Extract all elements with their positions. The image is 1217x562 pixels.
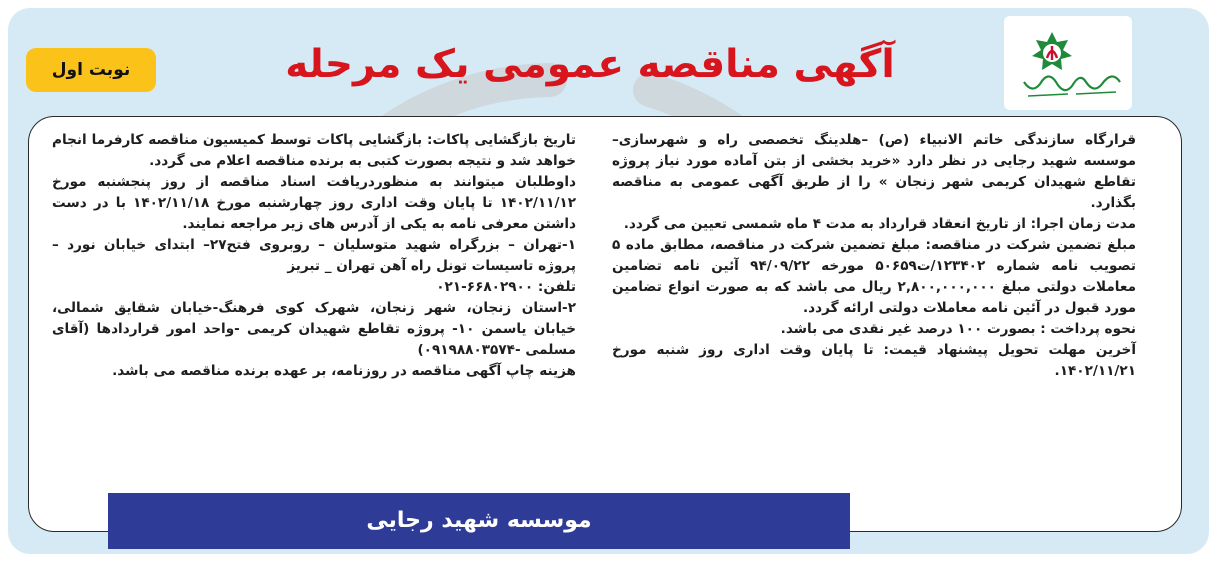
paragraph-printing-cost: هزینه چاپ آگهی مناقصه در روزنامه، بر عهده برنده مناقصه می باشد. (112, 363, 576, 379)
paragraph-address-zanjan: ۲-استان زنجان، شهر زنجان، شهرک کوی فرهنگ-خیابان شقایق شمالی، خیابان یاسمن ۱۰- پروژه تقاطع شهیدان کریمی -واحد امور قراردادها (آقای مسلمی -۰۹۱۹۸۸۰۳۵۷۴) (52, 300, 576, 358)
paragraph-address-tehran: ۱-تهران – بزرگراه شهید متوسلیان – روبروی فتح۲۷– ابتدای خیابان نورد – پروژه تاسیسات تونل راه آهن تهران _ تبریز (52, 237, 576, 274)
paragraph-documents: داوطلبان میتوانند به منظوردریافت اسناد مناقصه از روز پنجشنبه مورخ ۱۴۰۲/۱۱/۱۲ تا پایان وقت اداری روز چهارشنبه مورخ ۱۴۰۲/۱۱/۱۸ با در دست داشتن معرفی نامه به یکی از آدرس های زیر مراجعه نمایند. (52, 174, 577, 232)
paragraph-guarantee: مبلغ تضمین شرکت در مناقصه: مبلغ تضمین شرکت در مناقصه، مطابق ماده ۵ تصویب نامه شماره ۱۲۳۴۰۲/ت۵۰۶۵۹ مورخه ۹۴/۰۹/۲۲ آئین نامه تضامین معاملات دولتی مبلغ ۲,۸۰۰,۰۰۰,۰۰۰ ریال می باشد که به صورت انواع تضامین مورد قبول در آئین نامه معاملات دولتی ارائه گردد. (612, 237, 1136, 316)
paragraph-payment: نحوه پرداخت : بصورت ۱۰۰ درصد غیر نقدی می باشد. (780, 321, 1136, 337)
logo-signature-script (1016, 52, 1128, 104)
paragraph-intro: قرارگاه سازندگی خاتم الانبیاء (ص) –هلدینگ تخصصی راه و شهرسازی– موسسه شهید رجایی در نظر دارد «خرید بخشی از بتن آماده مورد نیاز پروژه تقاطع شهیدان کریمی شهر زنجان » را از طریق آگهی عمومی به مناقصه بگذارد. (612, 132, 1136, 211)
left-column (52, 130, 576, 382)
page-title: آگهی مناقصه عمومی یک مرحله (285, 42, 895, 87)
paragraph-phone: تلفن: ۶۶۸۰۲۹۰۰-۰۲۱ (436, 279, 576, 295)
right-column (612, 130, 1136, 382)
paragraph-duration: مدت زمان اجرا: از تاریخ انعقاد قرارداد به مدت ۴ ماه شمسی تعیین می گردد. (623, 216, 1136, 232)
issue-badge: نوبت اول (26, 48, 156, 92)
paragraph-opening: تاریخ بازگشایی پاکات: بازگشایی پاکات توسط کمیسیون مناقصه کارفرما انجام خواهد شد و نتیجه بصورت کتبی به برنده مناقصه اعلام می گردد. (52, 132, 576, 169)
footer-org-name: موسسه شهید رجایی (108, 493, 850, 549)
paragraph-deadline: آخرین مهلت تحویل پیشنهاد قیمت: تا پایان وقت اداری روز شنبه مورخ ۱۴۰۲/۱۱/۲۱. (612, 342, 1136, 379)
